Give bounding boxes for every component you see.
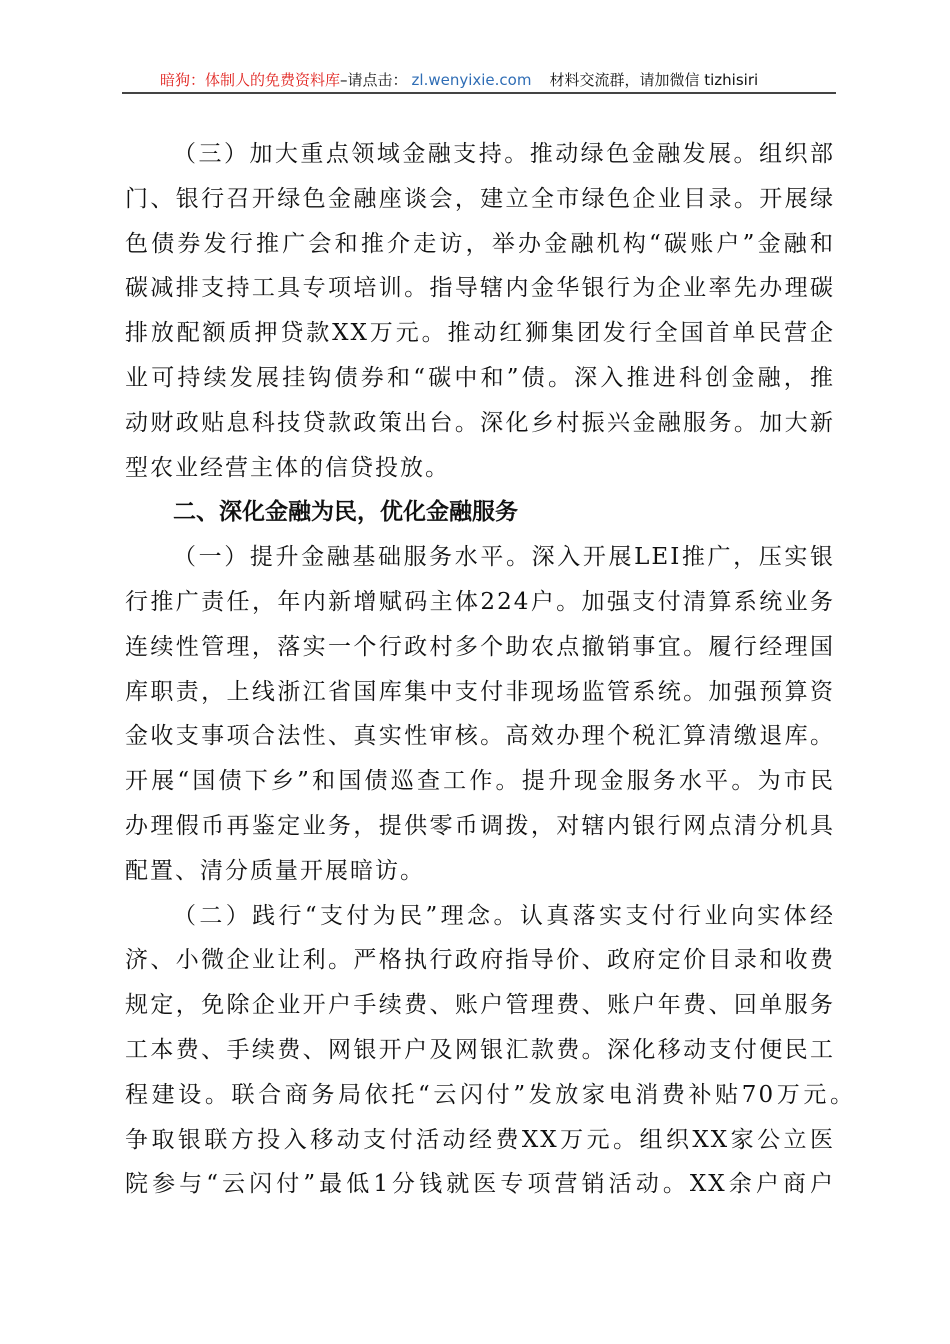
text-line: 配置、清分质量开展暗访。: [125, 857, 425, 884]
paragraph: [125, 132, 835, 490]
text-line: 门、银行召开绿色金融座谈会，建立全市绿色企业目录。开展绿: [125, 185, 835, 212]
text-line: 办理假币再鉴定业务，提供零币调拨，对辖内银行网点清分机具: [125, 812, 835, 839]
text-line: 业可持续发展挂钩债券和“碳中和”债。深入推进科创金融，推: [125, 364, 835, 391]
page-header: [122, 68, 836, 92]
header-divider: [122, 92, 836, 94]
click-prompt: –请点击：: [340, 71, 408, 89]
paragraph: [125, 535, 835, 893]
section-heading: [125, 490, 835, 535]
site-name: 暗狗：体制人的免费资料库: [160, 71, 341, 89]
text-line: 碳减排支持工具专项培训。指导辖内金华银行为企业率先办理碳: [125, 275, 835, 302]
text-line: 连续性管理，落实一个行政村多个助农点撤销事宜。履行经理国: [125, 633, 835, 660]
text-line: 程建设。联合商务局依托“云闪付”发放家电消费补贴70万元。: [125, 1081, 855, 1108]
text-line: 金收支事项合法性、真实性审核。高效办理个税汇算清缴退库。: [125, 723, 835, 750]
text-line: 动财政贴息科技贷款政策出台。深化乡村振兴金融服务。加大新: [125, 409, 835, 436]
text-line: 院参与“云闪付”最低1分钱就医专项营销活动。XX余户商户: [125, 1171, 835, 1198]
text-line: 规定，免除企业开户手续费、账户管理费、账户年费、回单服务: [125, 992, 835, 1019]
site-link[interactable]: zl.wenyixie.com: [411, 71, 532, 89]
text-line: 库职责，上线浙江省国库集中支付非现场监管系统。加强预算资: [125, 678, 835, 705]
text-line: 争取银联方投入移动支付活动经费XX万元。组织XX家公立医: [125, 1126, 835, 1153]
text-line: 开展“国债下乡”和国债巡查工作。提升现金服务水平。为市民: [125, 768, 835, 795]
text-line: 排放配额质押贷款XX万元。推动红狮集团发行全国首单民营企: [125, 320, 835, 347]
text-line: 济、小微企业让利。严格执行政府指导价、政府定价目录和收费: [125, 947, 835, 974]
text-line: （三）加大重点领域金融支持。推动绿色金融发展。组织部: [173, 141, 835, 167]
text-line: 色债券发行推广会和推介走访，举办金融机构“碳账户”金融和: [125, 230, 835, 257]
text-line: 工本费、手续费、网银开户及网银汇款费。深化移动支付便民工: [125, 1036, 835, 1063]
text-line: （一）提升金融基础服务水平。深入开展LEI推广，压实银: [173, 544, 835, 571]
wechat-note: 材料交流群，请加微信 tizhisiri: [549, 71, 759, 89]
document-body: [125, 132, 855, 1207]
text-line: 行推广责任，年内新增赋码主体224户。加强支付清算系统业务: [125, 588, 835, 615]
text-line: 型农业经营主体的信贷投放。: [125, 454, 450, 481]
heading-text: 二、深化金融为民，优化金融服务: [173, 499, 518, 526]
paragraph: [125, 894, 855, 1208]
text-line: （二）践行“支付为民”理念。认真落实支付行业向实体经: [173, 902, 835, 929]
